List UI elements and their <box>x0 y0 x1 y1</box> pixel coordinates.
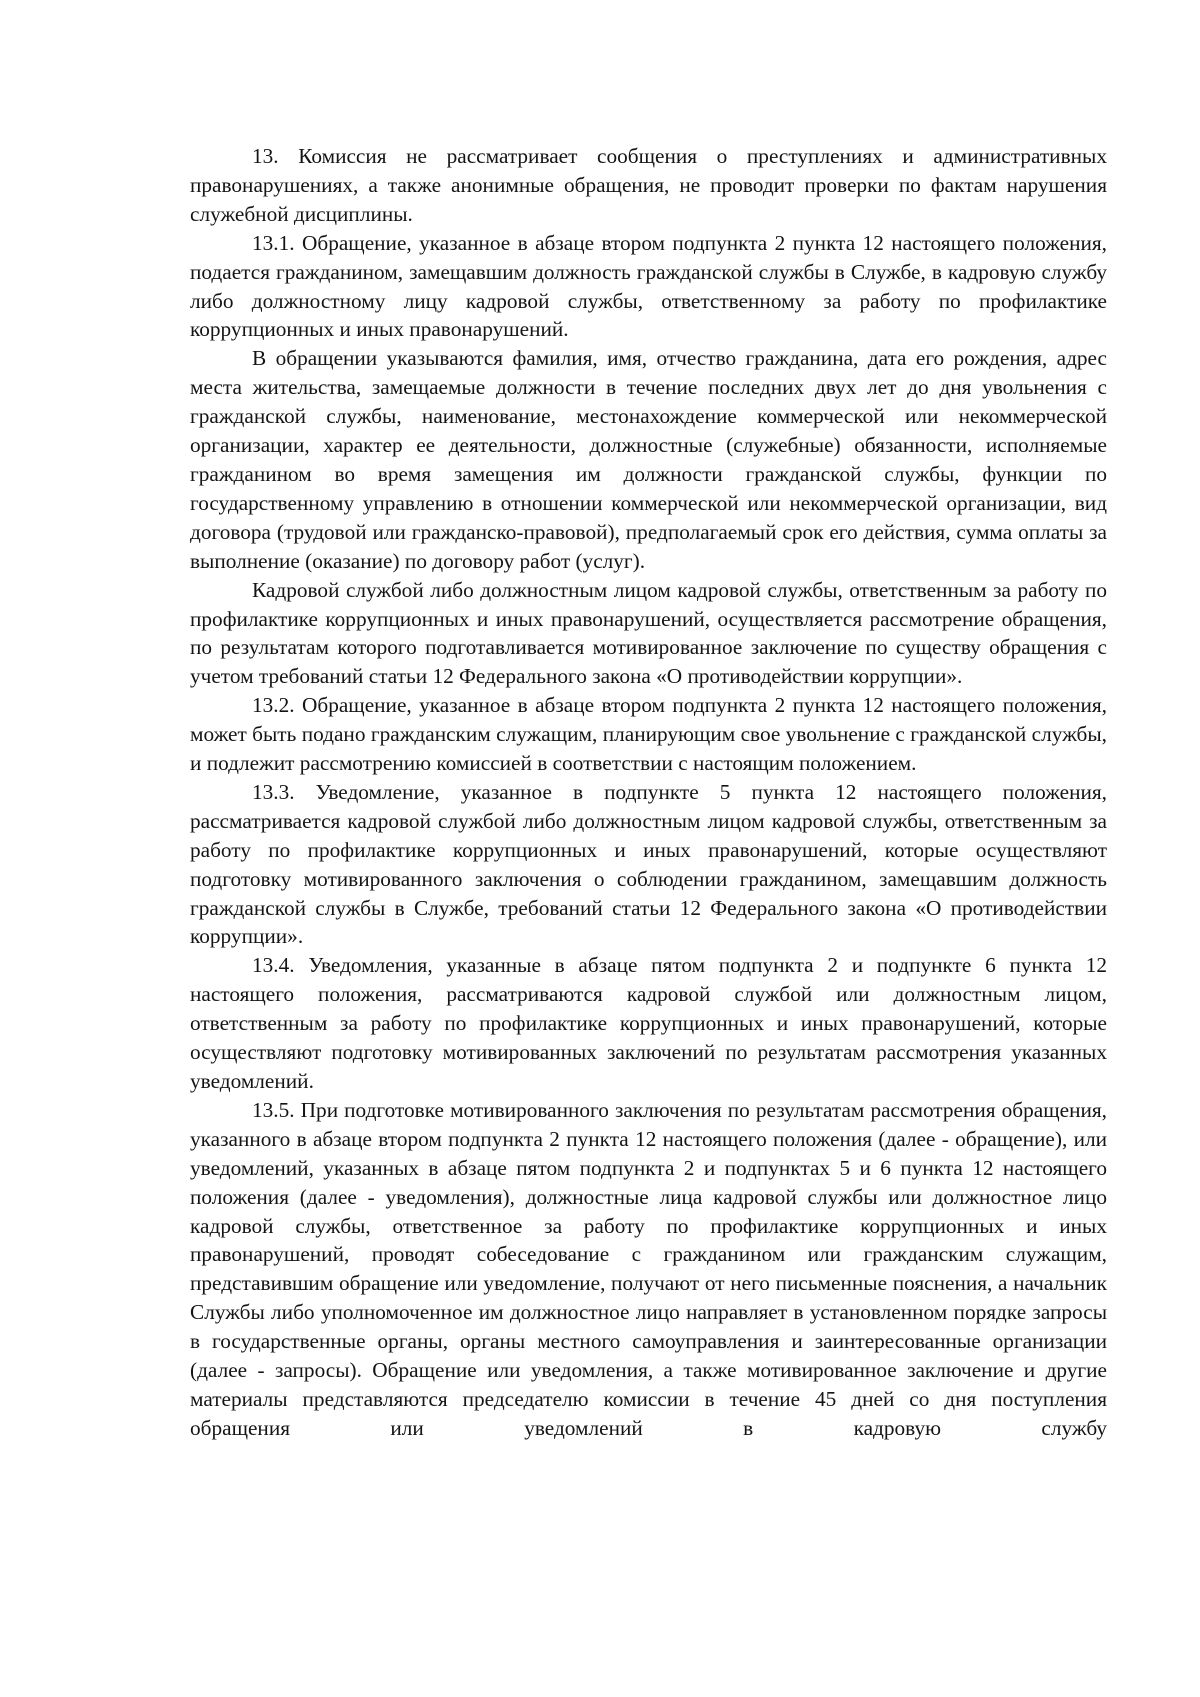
paragraph-13-1-review: Кадровой службой либо должностным лицом кадровой службы, ответственным за работу по профилактике коррупционных и иных правонарушений, осуществляется рассмотрение обращения, по результатам которого подготавливается мотивированное заключение по существу обращения с учетом требований статьи 12 Федерального закона «О противодействии коррупции». <box>190 577 1107 689</box>
paragraph-13-1-contents: В обращении указываются фамилия, имя, отчество гражданина, дата его рождения, адрес места жительства, замещаемые должности в течение последних двух лет до дня увольнения с гражданской службы, наименование, местонахождение коммерческой или некоммерческой организации, характер ее деятельности, должностные (служебные) обязанности, исполняемые гражданином во время замещения им должности гражданской службы, функции по государственному управлению в отношении коммерческой или некоммерческой организации, вид договора (трудовой или гражданско-правовой), предполагаемый срок его действия, сумма оплаты за выполнение (оказание) по договору работ (услуг). <box>190 346 1107 573</box>
paragraph-13: 13. Комиссия не рассматривает сообщения о преступлениях и административных правонарушениях, а также анонимные обращения, не проводит проверки по фактам нарушения служебной дисциплины. <box>190 144 1107 226</box>
document-body <box>190 142 1107 1443</box>
paragraph-13-3: 13.3. Уведомление, указанное в подпункте 5 пункта 12 настоящего положения, рассматривается кадровой службой либо должностным лицом кадровой службы, ответственным за работу по профилактике коррупционных и иных правонарушений, которые осуществляют подготовку мотивированного заключения о соблюдении гражданином, замещавшим должность гражданской службы в Службе, требований статьи 12 Федерального закона «О противодействии коррупции». <box>190 779 1107 949</box>
paragraph-13-2: 13.2. Обращение, указанное в абзаце втором подпункта 2 пункта 12 настоящего положения, может быть подано гражданским служащим, планирующим свое увольнение с гражданской службы, и подлежит рассмотрению комиссией в соответствии с настоящим положением. <box>190 693 1107 776</box>
paragraph-13-4: 13.4. Уведомления, указанные в абзаце пятом подпункта 2 и подпункте 6 пункта 12 настоящего положения, рассматриваются кадровой службой или должностным лицом, ответственным за работу по профилактике коррупционных и иных правонарушений, которые осуществляют подготовку мотивированных заключений по результатам рассмотрения указанных уведомлений. <box>190 953 1107 1093</box>
paragraph-13-1: 13.1. Обращение, указанное в абзаце втором подпункта 2 пункта 12 настоящего положения, подается гражданином, замещавшим должность гражданской службы в Службе, в кадровую службу либо должностному лицу кадровой службы, ответственному за работу по профилактике коррупционных и иных правонарушений. <box>190 230 1107 342</box>
paragraph-13-5: 13.5. При подготовке мотивированного заключения по результатам рассмотрения обращения, указанного в абзаце втором подпункта 2 пункта 12 настоящего положения (далее - обращение), или уведомлений, указанных в абзаце пятом подпункта 2 и подпунктах 5 и 6 пункта 12 настоящего положения (далее - уведомления), должностные лица кадровой службы или должностное лицо кадровой службы, ответственное за работу по профилактике коррупционных и иных правонарушений, проводят собеседование с гражданином или гражданским служащим, представившим обращение или уведомление, получают от него письменные пояснения, а начальник Службы либо уполномоченное им должностное лицо направляет в установленном порядке запросы в государственные органы, органы местного самоуправления и заинтересованные организации (далее - запросы). Обращение или уведомления, а также мотивированное заключение и другие материалы представляются председателю комиссии в течение 45 дней со дня поступления обращения или уведомлений в кадровую службу <box>190 1097 1107 1440</box>
